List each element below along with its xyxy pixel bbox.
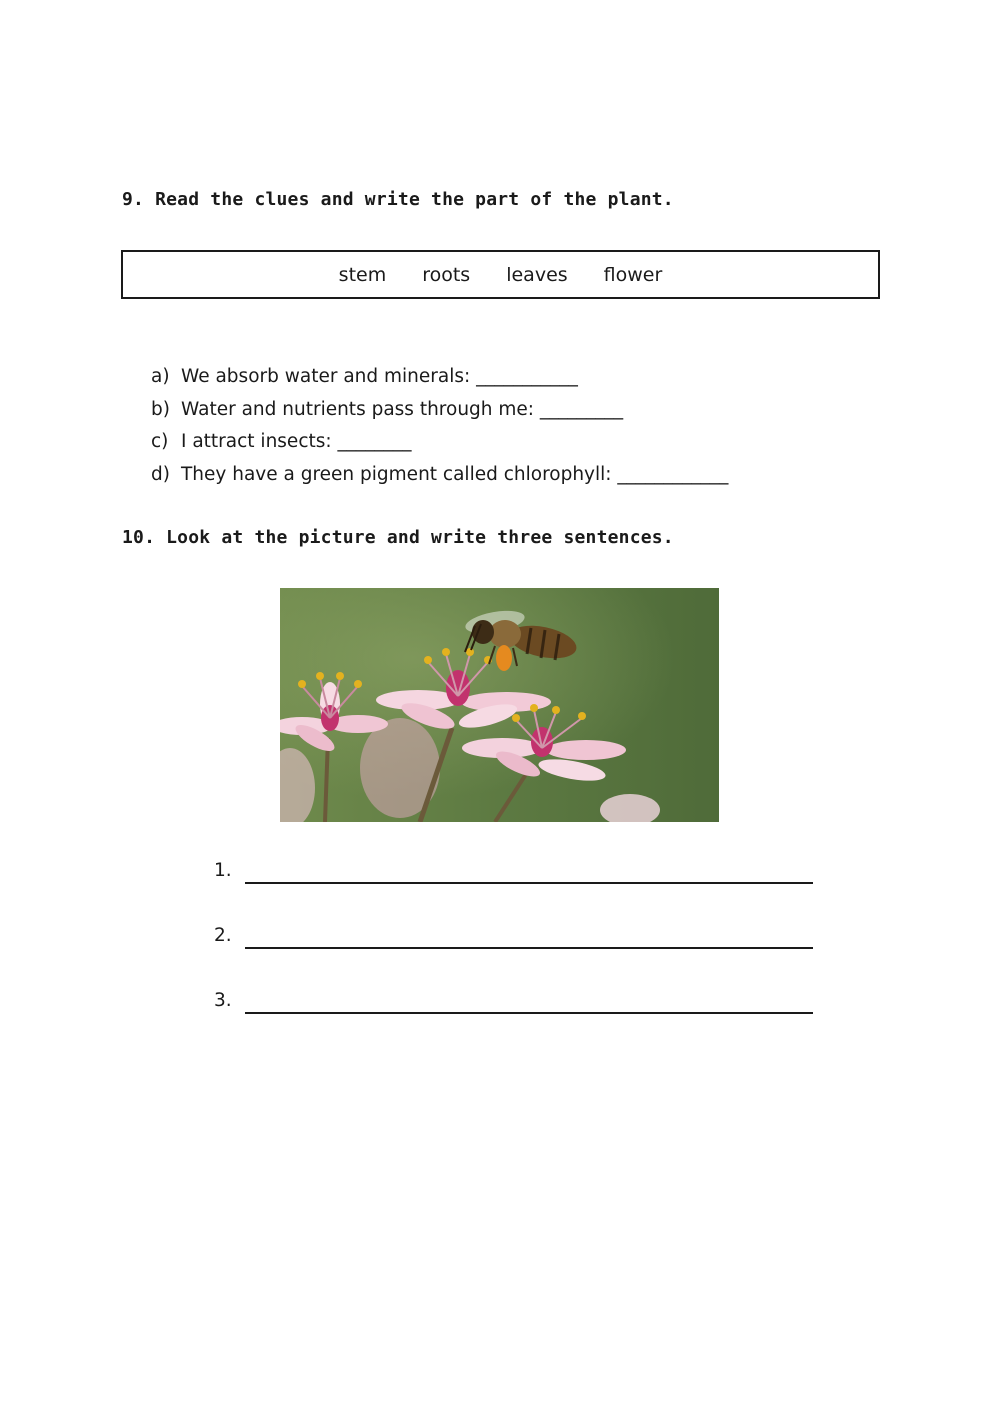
- word-bank-item: roots: [422, 263, 471, 286]
- clue-item: [151, 431, 728, 464]
- answer-blank[interactable]: [245, 860, 813, 884]
- answer-line[interactable]: [214, 925, 813, 990]
- answer-blank[interactable]: [245, 925, 813, 949]
- answer-blank[interactable]: [245, 990, 813, 1014]
- bee-on-flowers-photo: [280, 588, 719, 822]
- answer-lines: [214, 860, 813, 1055]
- answer-line[interactable]: [214, 990, 813, 1055]
- clue-item: [151, 464, 728, 497]
- clue-text: Water and nutrients pass through me: _________: [181, 398, 624, 420]
- answer-number: 1.: [214, 860, 232, 881]
- clue-list: [151, 366, 728, 496]
- answer-line[interactable]: [214, 860, 813, 925]
- word-bank-item: flower: [603, 263, 663, 286]
- clue-text: We absorb water and minerals: ___________: [181, 366, 578, 387]
- answer-number: 2.: [214, 925, 232, 946]
- question-10-heading: 10. Look at the picture and write three sentences.: [122, 527, 674, 548]
- question-9-heading: 9. Read the clues and write the part of the plant.: [122, 189, 674, 210]
- clue-item: [151, 366, 728, 399]
- word-bank: [121, 250, 880, 299]
- clue-letter: c): [151, 431, 169, 452]
- answer-number: 3.: [214, 990, 232, 1011]
- word-bank-item: stem: [338, 263, 387, 286]
- word-bank-item: leaves: [506, 263, 568, 286]
- clue-text: They have a green pigment called chlorophyll: ____________: [181, 463, 729, 485]
- clue-letter: a): [151, 366, 170, 387]
- clue-letter: d): [151, 463, 170, 485]
- clue-letter: b): [151, 398, 170, 420]
- clue-text: I attract insects: ________: [181, 431, 412, 452]
- clue-item: [151, 399, 728, 432]
